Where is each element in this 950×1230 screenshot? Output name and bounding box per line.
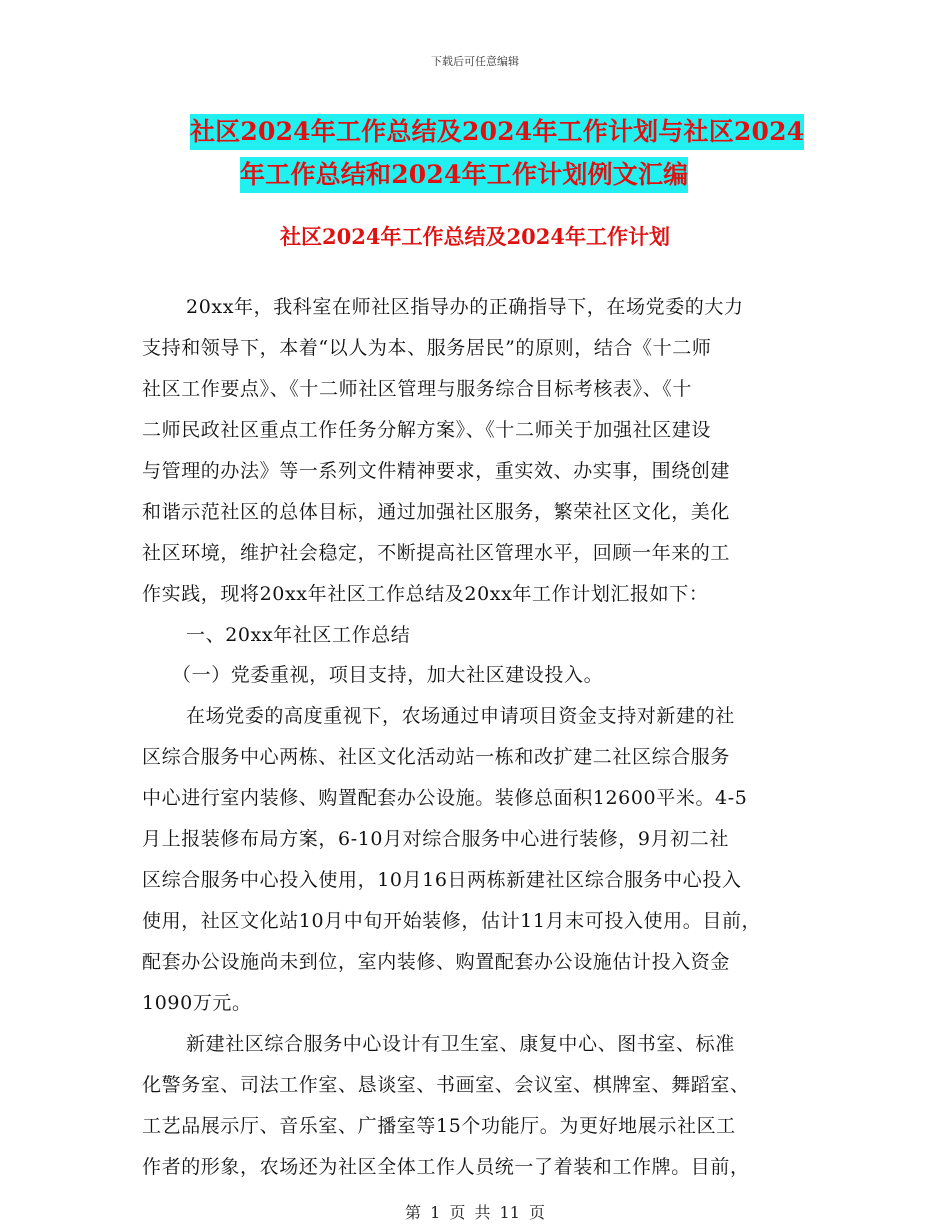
body-line: 社区工作要点》、《十二师社区管理与服务综合目标考核表》、《十 bbox=[142, 378, 693, 400]
document-title-line-2: 年工作总结和2024年工作计划例文汇编 bbox=[240, 157, 688, 193]
body-line: 中心进行室内装修、购置配套办公设施。装修总面积12600平米。4-5 bbox=[142, 787, 748, 809]
document-title-line-1: 社区2024年工作总结及2024年工作计划与社区2024 bbox=[190, 114, 804, 150]
body-line: 使用，社区文化站10月中旬开始装修，估计11月末可投入使用。目前， bbox=[142, 910, 762, 932]
body-line: 月上报装修布局方案，6-10月对综合服务中心进行装修，9月初二社 bbox=[142, 828, 729, 850]
body-line: 作者的形象，农场还为社区全体工作人员统一了着装和工作牌。目前， bbox=[142, 1156, 750, 1178]
body-line: 二师民政社区重点工作任务分解方案》、《十二师关于加强社区建设 bbox=[142, 419, 712, 441]
body-line: 在场党委的高度重视下，农场通过申请项目资金支持对新建的社 bbox=[186, 705, 735, 727]
body-line: 作实践，现将20xx年社区工作总结及20xx年工作计划汇报如下： bbox=[142, 583, 709, 605]
body-line: 配套办公设施尚未到位，室内装修、购置配套办公设施估计投入资金 bbox=[142, 951, 731, 973]
page-number: 第 1 页 共 11 页 bbox=[405, 1203, 545, 1222]
body-line: 区综合服务中心两栋、社区文化活动站一栋和改扩建二社区综合服务 bbox=[142, 746, 731, 768]
body-line: 20xx年，我科室在师社区指导办的正确指导下，在场党委的大力 bbox=[186, 296, 744, 318]
section-title: 社区2024年工作总结及2024年工作计划 bbox=[280, 224, 670, 249]
subsection-heading: （一）党委重视，项目支持，加大社区建设投入。 bbox=[172, 664, 604, 686]
body-line: 区综合服务中心投入使用，10月16日两栋新建社区综合服务中心投入 bbox=[142, 869, 742, 891]
body-line: 新建社区综合服务中心设计有卫生室、康复中心、图书室、标准 bbox=[186, 1033, 735, 1055]
body-line: 与管理的办法》等一系列文件精神要求，重实效、办实事，围绕创建 bbox=[142, 460, 731, 482]
body-line: 和谐示范社区的总体目标，通过加强社区服务，繁荣社区文化，美化 bbox=[142, 501, 731, 523]
body-line: 化警务室、司法工作室、恳谈室、书画室、会议室、棋牌室、舞蹈室、 bbox=[142, 1074, 750, 1096]
header-note: 下载后可任意编辑 bbox=[431, 55, 519, 68]
body-line: 社区环境，维护社会稳定，不断提高社区管理水平，回顾一年来的工 bbox=[142, 542, 731, 564]
body-line: 支持和领导下，本着“以人为本、服务居民”的原则，结合《十二师 bbox=[142, 337, 712, 359]
body-line: 1090万元。 bbox=[142, 992, 252, 1014]
body-line: 工艺品展示厅、音乐室、广播室等15个功能厅。为更好地展示社区工 bbox=[142, 1115, 736, 1137]
section-heading: 一、20xx年社区工作总结 bbox=[186, 624, 411, 646]
